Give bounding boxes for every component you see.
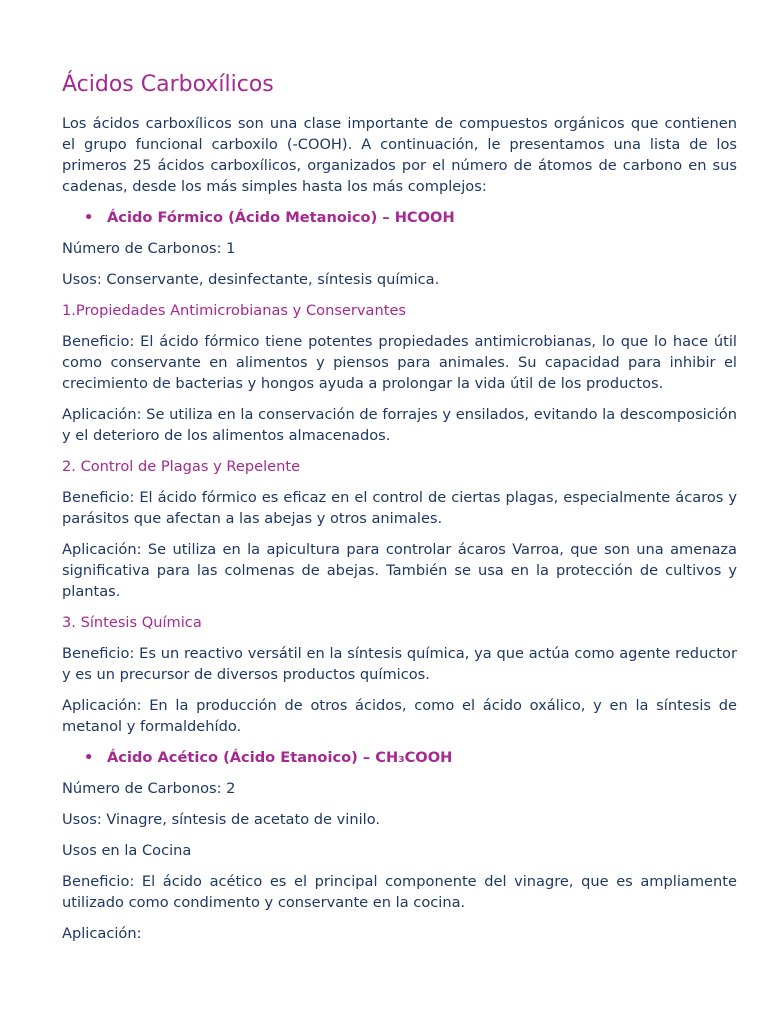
benefit-paragraph: Beneficio: El ácido fórmico es eficaz en el control de ciertas plagas, especialmente ácaros y parásitos que afectan a las abejas y otros animales. [62, 489, 737, 527]
section-title: Usos en la Cocina [62, 842, 192, 859]
benefit-paragraph: Beneficio: El ácido fórmico tiene potentes propiedades antimicrobianas, lo que lo hace útil como conservante en alimentos y piensos para animales. Su capacidad para inhibir el crecimiento de bacterias y hongos ayuda a prolongar la vida útil de los productos. [62, 333, 737, 392]
application-paragraph: Aplicación: En la producción de otros ácidos, como el ácido oxálico, y en la síntesis de metanol y formaldehído. [62, 697, 737, 735]
section-heading: 1.Propiedades Antimicrobianas y Conservantes [62, 302, 407, 319]
bullet-icon: • [84, 749, 94, 766]
benefit-paragraph: Beneficio: El ácido acético es el principal componente del vinagre, que es ampliamente utilizado como condimento y conservante en la cocina. [62, 873, 737, 911]
acid-heading-acetic [62, 747, 737, 768]
page-title: Ácidos Carboxílicos [62, 72, 274, 97]
uses-line: Usos: Conservante, desinfectante, síntesis química. [62, 271, 440, 288]
carbon-count: Número de Carbonos: 2 [62, 780, 236, 797]
acid-heading-formic [62, 207, 737, 228]
application-paragraph: Aplicación: Se utiliza en la conservación de forrajes y ensilados, evitando la descomposición y el deterioro de los alimentos almacenados. [62, 406, 737, 444]
intro-paragraph: Los ácidos carboxílicos son una clase importante de compuestos orgánicos que contienen el grupo funcional carboxilo (-COOH). A continuación, le presentamos una lista de los primeros 25 ácidos carboxílicos, organizados por el número de átomos de carbono en sus cadenas, desde los más simples hasta los más complejos: [62, 115, 737, 195]
section-heading: 3. Síntesis Química [62, 614, 202, 631]
uses-line: Usos: Vinagre, síntesis de acetato de vinilo. [62, 811, 381, 828]
acid-heading-text: Ácido Fórmico (Ácido Metanoico) – HCOOH [107, 209, 455, 226]
section-heading: 2. Control de Plagas y Repelente [62, 458, 301, 475]
application-paragraph: Aplicación: Se utiliza en la apicultura para controlar ácaros Varroa, que son una amenaza significativa para las colmenas de abejas. También se usa en la protección de cultivos y plantas. [62, 541, 737, 600]
bullet-icon: • [84, 209, 94, 226]
acid-heading-text: Ácido Acético (Ácido Etanoico) – CH₃COOH [107, 749, 453, 766]
carbon-count: Número de Carbonos: 1 [62, 240, 236, 257]
application-paragraph: Aplicación: [62, 925, 142, 942]
benefit-paragraph: Beneficio: Es un reactivo versátil en la síntesis química, ya que actúa como agente reductor y es un precursor de diversos productos químicos. [62, 645, 737, 683]
